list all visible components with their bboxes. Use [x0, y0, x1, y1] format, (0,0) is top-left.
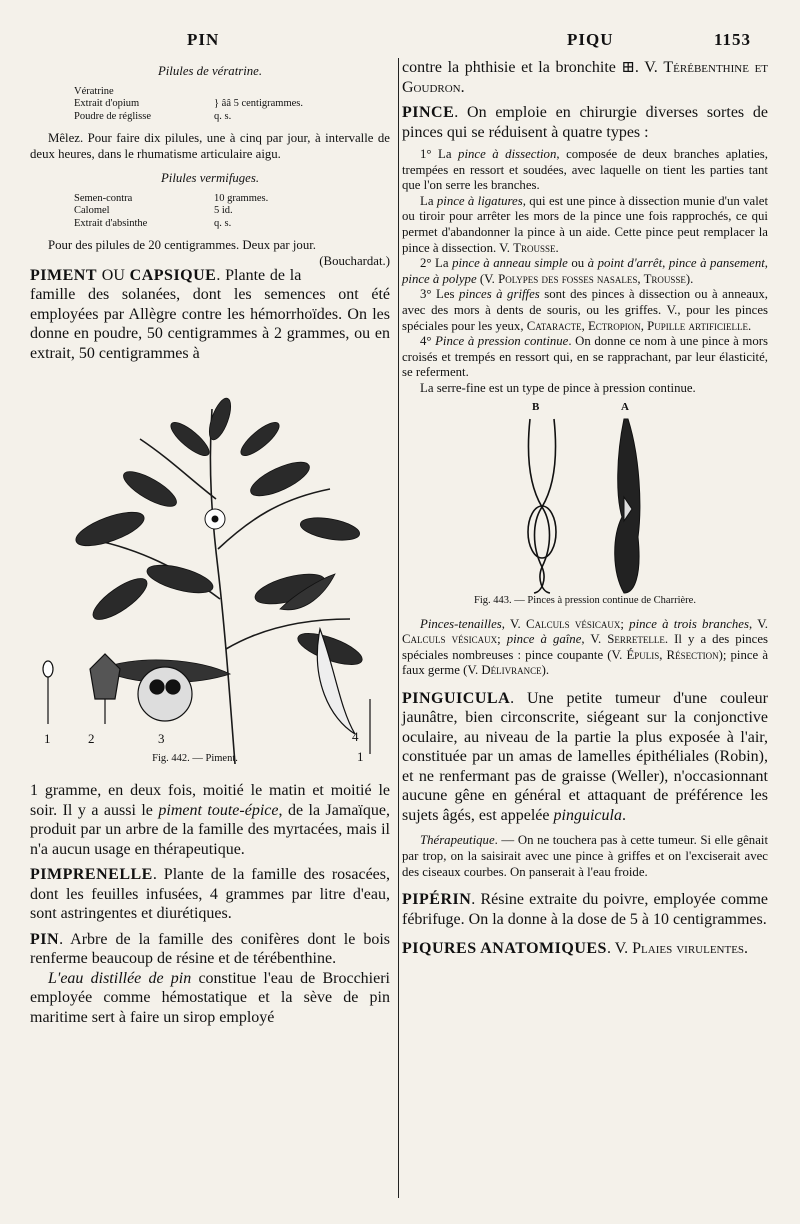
recipe-list	[74, 86, 374, 124]
entry-text: 2° La	[420, 256, 453, 271]
recipe-ingredient: Semen-contra	[74, 192, 133, 204]
recipe-row	[74, 86, 374, 99]
pince-ligature: La pince à ligatures, qui est une pince à dissection munie d'un valet ou tiroir pour arrêter les mors de la pince une fois rapprochés, ce qui permet d'abandonner la pince à un aide. Cette pince peut remplacer la pince à dissection. V. Trousse.	[402, 193, 769, 255]
entry-text: , V.	[501, 616, 521, 631]
cross-reference: Épulis, Résection	[626, 647, 719, 662]
entry-pinguicula	[402, 689, 768, 826]
recipe-ingredient: Extrait d'opium	[74, 98, 140, 110]
recipe-row	[74, 205, 374, 218]
recipe-amount: 10 grammes.	[214, 192, 269, 204]
entry-text: . — On ne touchera pas à cette tumeur. Si elle gênait par trop, on la saisirait avec une pince à griffes et on l'exciserait avec des ciseaux courbes. On panserait à l'eau froide.	[402, 833, 768, 879]
pince-type-1	[402, 147, 768, 194]
therapeutique	[402, 833, 768, 880]
page-header	[0, 30, 800, 54]
entry-piment-continued	[30, 781, 390, 859]
recipe-row	[74, 218, 374, 231]
cross-reference: Calculs vésicaux	[402, 632, 498, 647]
figure-caption: Fig. 442. — Piment.	[152, 753, 238, 765]
term-italic: pinces à griffes	[458, 287, 540, 302]
pince-type-4	[402, 334, 768, 381]
figure-pinces	[402, 397, 768, 613]
entry-pimprenelle	[30, 865, 390, 924]
entry-text: 1 gramme, en deux fois, moitié le matin et moitié le soir. Il y a aussi le	[30, 782, 390, 819]
item-number: 1° La	[420, 147, 459, 161]
pinces-tenailles	[402, 617, 768, 679]
entry-text: ).	[541, 663, 550, 678]
cross-reference: Serretelle	[607, 632, 665, 647]
term-italic: L'eau distillée de pin	[48, 969, 192, 987]
headword: PINCE	[402, 104, 455, 121]
cross-reference: Cataracte, Ectropion, Pupille artificielle	[526, 318, 748, 333]
recipe-title: Pilules de vératrine.	[157, 64, 263, 78]
pince-type-3: 3° Les pinces à griffes sont des pinces à dissection ou à anneaux, avec des mors à dents de souris, ou les griffes. V., pour les pinces spéciales pour les yeux, Cataracte, Ectropion, Pupille artificielle.	[402, 287, 768, 333]
figure-label: 2	[88, 731, 95, 747]
figure-label: B	[532, 400, 540, 413]
recipe-amount: q. s.	[214, 110, 232, 122]
recipe-ingredient: Extrait d'absinthe	[74, 217, 148, 229]
entry-text: La	[420, 193, 437, 208]
headword: PIN	[30, 930, 60, 948]
entry-text: . On donne ce nom à une pince à mors croisés et trempés en ressort qui, en se rapprachant, par leur élasticité, se referment.	[402, 334, 768, 380]
figure-label: 1	[357, 749, 364, 765]
figure-label: 3	[158, 731, 165, 747]
recipe-text: Pour des pilules de 20 centigrammes. Deux par jour.	[48, 238, 316, 253]
entry-text: . Plante de la famille des rosacées, dont les feuilles infusées, 4 grammes par litre d'eau, sont astringentes et diurétiques.	[30, 866, 390, 923]
entry-text: . Il y a des pinces spéciales nombreuses : pince coupante (V.	[402, 632, 768, 662]
headword: PIMPRENELLE	[30, 866, 153, 884]
entry-text: ); pince à faux germe (V.	[402, 647, 768, 678]
term-italic: pince à anneau simple	[452, 256, 568, 271]
term-italic: pince à gaîne	[506, 632, 582, 647]
serre-fine-text: La serre-fine est un type de pince à pression continue.	[420, 380, 696, 395]
entry-text: . Une petite tumeur d'une couleur jaunâtre, bien circonscrite, siégeant sur la conjonctive oculaire, au niveau de la partie la plus exposée à l'air, constituée par un amas de lamelles épithéliales (Robin), et ne renfermant pas de graisse (Weller), n'occasionnant aucune gêne en général et attaquant de préférence les sujets âgés, est appelée	[402, 689, 768, 824]
term-italic: piment toute-épice	[158, 801, 279, 819]
cross-reference: Polypes des fosses nasales, Trousse	[498, 271, 686, 286]
figure-label: 4	[352, 729, 359, 745]
entry-text: 4°	[420, 334, 436, 349]
recipe-row	[74, 193, 374, 206]
entry-pin	[30, 930, 390, 969]
entry-text: , de la Jamaïque, produit par un arbre de la famille des myrtacées, mais il n'a aucun usage en thérapeutique.	[30, 801, 390, 858]
entry-text: ,	[764, 256, 768, 271]
term-italic: pince à dissection	[458, 147, 557, 161]
header-right-word: PIQU	[567, 30, 614, 49]
entry-text: ;	[620, 616, 630, 631]
toxic-symbol: ⊞	[621, 59, 635, 76]
recipe-list	[74, 193, 374, 231]
entry-text: . On emploie en chirurgie diverses sortes de pinces qui se réduisent à quatre types :	[402, 104, 768, 141]
entry-text: ;	[497, 632, 507, 647]
headword: CAPSIQUE	[129, 266, 217, 284]
figure-label: A	[621, 400, 629, 413]
recipe-title: Pilules vermifuges.	[160, 171, 260, 186]
headword: PIPÉRIN	[402, 891, 472, 909]
entry-text: . Résine extraite du poivre, employée comme fébrifuge. On la donne à la dose de 5 à 10 centigrammes.	[402, 891, 768, 928]
term-italic: pince à trois branches	[629, 616, 749, 631]
left-column	[30, 58, 390, 1027]
cross-reference: Délivrance	[481, 663, 542, 678]
recipe-amount: 5 id.	[214, 205, 233, 217]
entry-text: , V.	[581, 632, 602, 647]
pepper-plant-illustration	[30, 369, 390, 764]
recipe-ingredient: Vératrine	[74, 85, 114, 97]
entry-text: , V.	[748, 616, 769, 631]
conjunction: OU	[101, 266, 125, 284]
headword: PIMENT	[30, 266, 97, 284]
entry-piperin	[402, 890, 768, 929]
recipe-ingredient: Poudre de réglisse	[74, 110, 151, 122]
entry-text: . V.	[606, 940, 629, 958]
entry-piment	[30, 266, 390, 364]
recipe-row	[74, 98, 374, 111]
entry-text: , qui est une pince à dissection munie d'un valet ou tiroir pour arrêter les mors de la pince une fois rapprochés, ce qui permet d'abandonner la pince à un aide. Cette pince peut remplacer la pince à dissection. V.	[402, 193, 769, 255]
recipe-instructions: Mêlez. Pour faire dix pilules, une à cinq par jour, à intervalle de deux heures, dans le rhumatisme articulaire aigu.	[30, 131, 390, 161]
forceps-illustration	[402, 397, 768, 597]
recipe-amount: q. s.	[214, 217, 232, 229]
recipe-amount	[214, 86, 374, 99]
continued-text: contre la phthisie et la bronchite ⊞. V. Térébenthine et Goudron.	[402, 59, 769, 96]
headword: PIQURES ANATOMIQUES	[402, 940, 607, 958]
header-left-word: PIN	[187, 30, 220, 49]
cross-reference: Calculs vésicaux	[526, 616, 621, 631]
figure-caption: Fig. 443. — Pinces à pression continue de Charrière.	[474, 594, 696, 606]
entry-pince	[402, 103, 768, 142]
entry-text: . Plante de la famille des solanées, dont les semences ont été employées par Allègre contre les hémorrhoïdes. On les donne en poudre, 50 centigrammes à 2 grammes, ou en extrait, 50 centigrammes à	[30, 266, 390, 362]
term-italic: Thérapeutique	[420, 833, 495, 848]
entry-text: . V.	[634, 59, 658, 76]
entry-text: ,	[662, 256, 669, 271]
entry-text: ).	[685, 271, 694, 286]
recipe-amount: } ââ 5 centigrammes.	[214, 98, 304, 110]
entry-text: ou	[567, 256, 588, 271]
figure-label: 1	[44, 731, 51, 747]
attribution: (Bouchardat.)	[319, 253, 390, 268]
entry-pin-water	[30, 969, 390, 1028]
recipe-instructions	[30, 238, 390, 268]
pince-type-2	[402, 256, 768, 287]
entry-text: sont des pinces à dissection ou à anneaux, avec des mors à dents de souris, ou les griffes. V., pour les pinces spéciales pour les yeux,	[402, 287, 768, 333]
figure-piment	[30, 369, 390, 781]
term-italic: Pinces-tenailles	[420, 616, 502, 631]
right-column	[402, 58, 768, 959]
entry-text: .	[621, 806, 626, 824]
entry-text: . Arbre de la famille des conifères dont le bois renferme beaucoup de résine et de térébenthine.	[30, 930, 390, 968]
entry-text: 3° Les	[420, 287, 459, 302]
entry-text: , composée de deux branches aplaties, trempées en ressort et soudées, avec laquelle on tient les parties tant que l'on serre les branches.	[402, 147, 768, 193]
cross-reference: Trousse	[513, 240, 556, 255]
entry-text: constitue l'eau de Brocchieri employée comme hémostatique et la sève de pin maritime sert à faire un sirop employé	[30, 969, 391, 1026]
cross-reference: Térébenthine et Goudron	[402, 59, 769, 96]
term-italic: Pince à pression continue	[435, 334, 569, 349]
term-italic: pince à ligatures	[436, 193, 523, 208]
recipe-row	[74, 111, 374, 124]
entry-piqures	[402, 939, 768, 959]
term-italic: pince à pansement	[668, 256, 765, 271]
term-italic: à point d'arrêt	[587, 256, 663, 271]
page-number: 1153	[714, 30, 752, 49]
entry-text: (V.	[476, 271, 499, 286]
recipe-ingredient: Calomel	[74, 205, 110, 217]
headword: PINGUICULA	[402, 689, 511, 707]
cross-reference: Plaies virulentes.	[632, 940, 749, 958]
column-divider	[398, 58, 399, 1198]
term-italic: pinguicula	[553, 806, 622, 824]
entry-text: contre la phthisie et la bronchite	[402, 59, 616, 76]
term-italic: pince à polype	[402, 271, 477, 286]
